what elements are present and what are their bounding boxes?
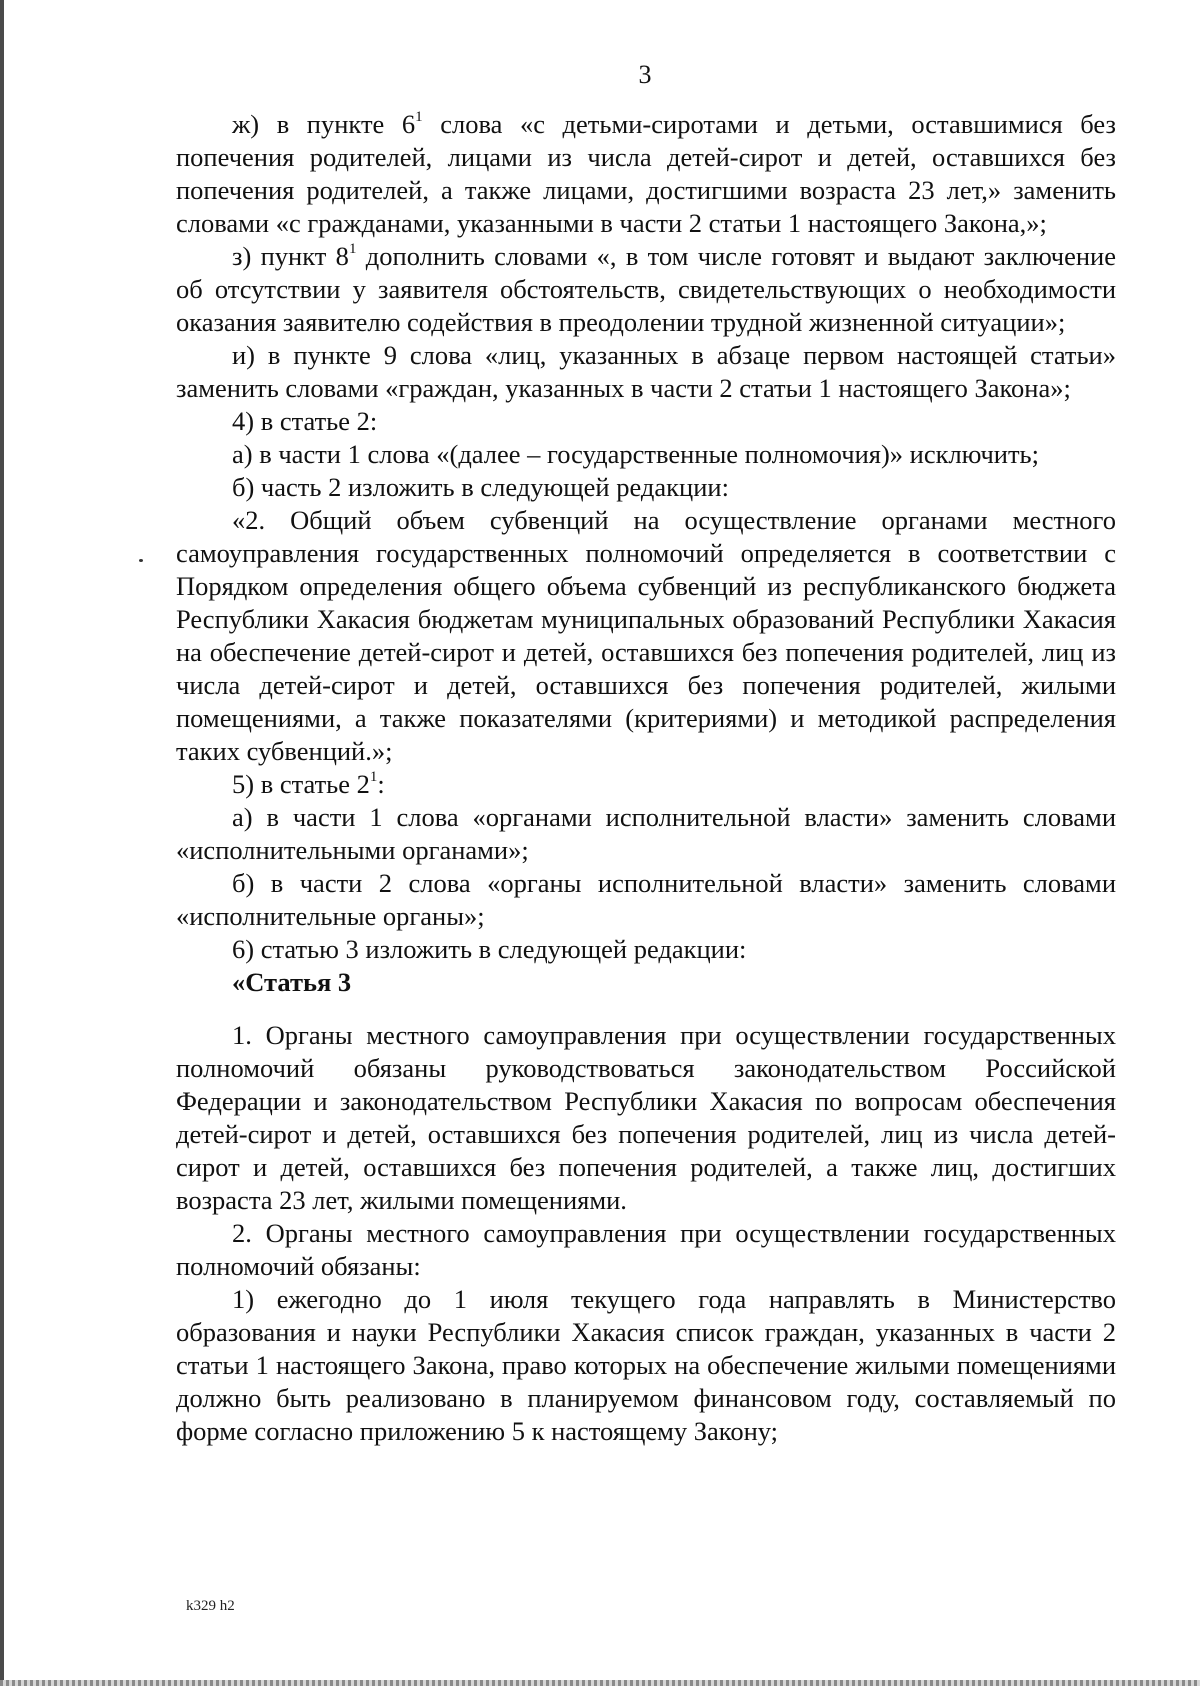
paragraph-4a: а) в части 1 слова «(далее – государственные полномочия)» исключить;	[232, 439, 1040, 469]
superscript: 1	[348, 241, 357, 258]
scan-left-edge	[0, 0, 4, 1686]
paragraph-i: и) в пункте 9 слова «лиц, указанных в абзаце первом настоящей статьи» заменить словами «граждан, указанных в части 2 статьи 1 настоящего Закона»;	[176, 340, 1116, 403]
article-3-part-2-item-1: 1) ежегодно до 1 июля текущего года направлять в Министерство образования и науки Республики Хакасия список граждан, указанных в части 2 статьи 1 настоящего Закона, право которых на обеспечение жилыми помещениями должно быть реализовано в планируемом финансовом году, составляемый по форме согласно приложению 5 к настоящему Закону;	[176, 1284, 1116, 1446]
paragraph-4b: б) часть 2 изложить в следующей редакции:	[232, 472, 729, 502]
document-code: k329 h2	[186, 1598, 235, 1614]
paragraph-z: з) пункт $8^1$ дополнить словами «, в том числе готовят и выдают заключение об отсутствии у заявителя обстоятельств, свидетельствующих о необходимости оказания заявителю содействия в преодолении трудной жизненной ситуации»;	[176, 241, 1116, 337]
article-3-part-1: 1. Органы местного самоуправления при осуществлении государственных полномочий обязаны руководствоваться законодательством Российской Федерации и законодательством Республики Хакасия по вопросам обеспечения детей-сирот и детей, оставшихся без попечения родителей, лиц из числа детей-сирот и детей, оставшихся без попечения родителей, а также лиц, достигших возраста 23 лет, жилыми помещениями.	[176, 1020, 1116, 1215]
paragraph-5a: а) в части 1 слова «органами исполнительной власти» заменить словами «исполнительными органами»;	[176, 802, 1116, 865]
scan-speck	[139, 559, 143, 562]
paragraph-part-2-text: «2. Общий объем субвенций на осуществление органами местного самоуправления государственных полномочий определяется в соответствии с Порядком определения общего объема субвенций из республиканского бюджета Республики Хакасия бюджетам муниципальных образований Республики Хакасия на обеспечение детей-сирот и детей, оставшихся без попечения родителей, лиц из числа детей-сирот и детей, оставшихся без попечения родителей, жилыми помещениями, а также показателями (критериями) и методикой распределения таких субвенций.»;	[176, 505, 1116, 766]
superscript: 1	[369, 769, 378, 786]
document-body	[176, 108, 1116, 1448]
article-3-part-2: 2. Органы местного самоуправления при осуществлении государственных полномочий обязаны:	[176, 1218, 1116, 1281]
paragraph-item-5: 5) в статье $2^1$:	[232, 769, 385, 799]
paragraph-item-6: 6) статью 3 изложить в следующей редакции:	[232, 934, 747, 964]
page-number: 3	[638, 60, 652, 89]
scan-bottom-edge	[0, 1680, 1200, 1686]
paragraph-item-4: 4) в статье 2:	[232, 406, 378, 436]
paragraph-zh: ж) в пункте $6^1$ слова «с детьми-сиротами и детьми, оставшимися без попечения родителей, лицами из числа детей-сирот и детей, оставшихся без попечения родителей, а также лицами, достигшими возраста 23 лет,» заменить словами «с гражданами, указанными в части 2 статьи 1 настоящего Закона,»;	[176, 109, 1116, 238]
article-3-heading: «Статья 3	[232, 967, 352, 997]
paragraph-5b: б) в части 2 слова «органы исполнительной власти» заменить словами «исполнительные органы»;	[176, 868, 1116, 931]
superscript: 1	[415, 109, 423, 126]
